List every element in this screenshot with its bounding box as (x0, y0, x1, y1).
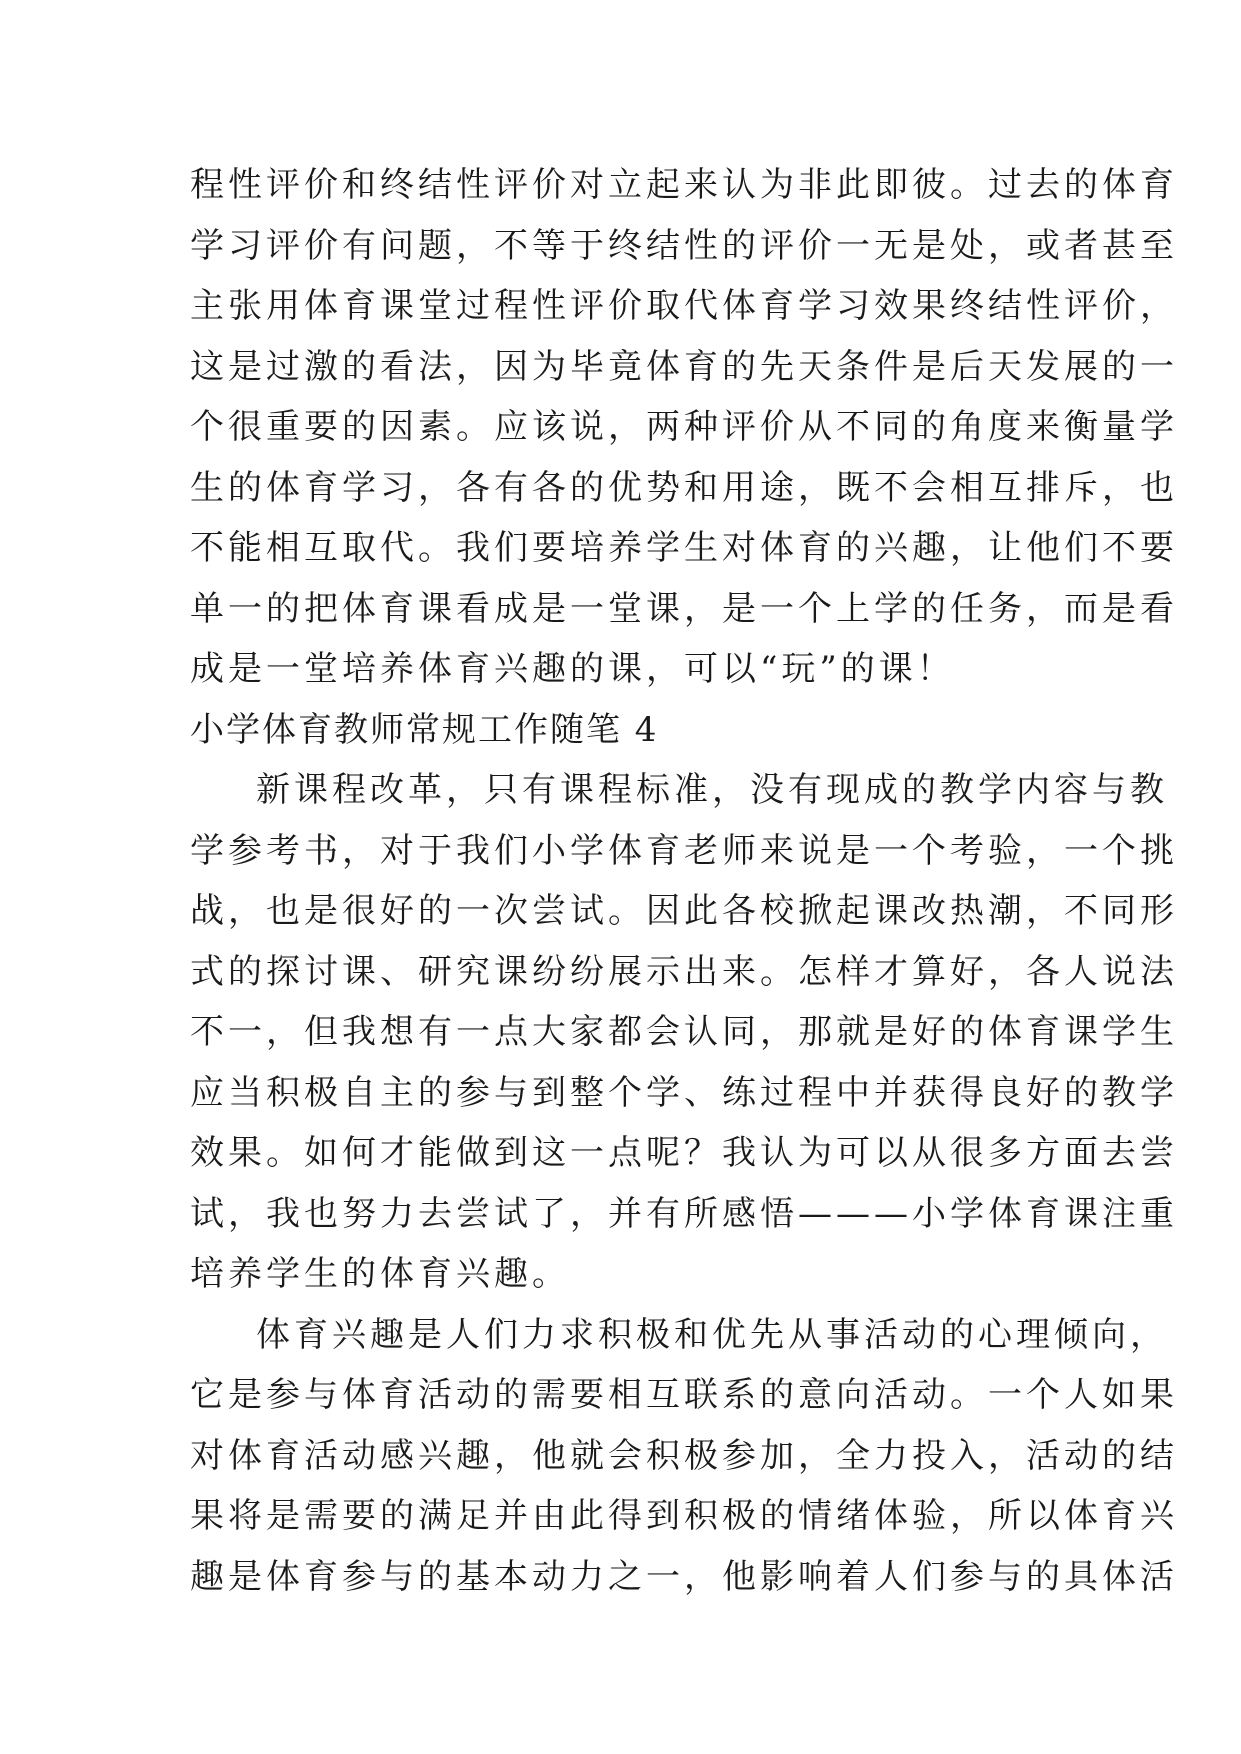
text-line: 个很重要的因素。应该说，两种评价从不同的角度来衡量学 (190, 407, 1178, 447)
text-line: 学习评价有问题，不等于终结性的评价一无是处，或者甚至 (190, 225, 1178, 266)
text-line: 试，我也努力去尝试了，并有所感悟———小学体育课注重 (190, 1193, 1178, 1234)
text-line: 主张用体育课堂过程性评价取代体育学习效果终结性评价， (190, 286, 1178, 326)
text-line: 战，也是很好的一次尝试。因此各校掀起课改热潮，不同形 (190, 891, 1178, 931)
text-line: 学参考书，对于我们小学体育老师来说是一个考验，一个挑 (190, 830, 1178, 871)
text-line: 培养学生的体育兴趣。 (190, 1254, 570, 1294)
text-line: 它是参与体育活动的需要相互联系的意向活动。一个人如果 (190, 1375, 1178, 1415)
text-line: 不能相互取代。我们要培养学生对体育的兴趣，让他们不要 (190, 528, 1178, 568)
text-line: 这是过激的看法，因为毕竟体育的先天条件是后天发展的一 (190, 346, 1178, 387)
text-line: 体育兴趣是人们力求积极和优先从事活动的心理倾向， (256, 1314, 1168, 1355)
text-line: 效果。如何才能做到这一点呢？我认为可以从很多方面去尝 (190, 1133, 1178, 1173)
text-line: 程性评价和终结性评价对立起来认为非此即彼。过去的体育 (190, 165, 1178, 205)
text-line: 式的探讨课、研究课纷纷展示出来。怎样才算好，各人说法 (190, 951, 1178, 992)
text-line: 生的体育学习，各有各的优势和用途，既不会相互排斥，也 (190, 467, 1178, 508)
text-line: 不一，但我想有一点大家都会认同，那就是好的体育课学生 (190, 1012, 1178, 1052)
text-line: 成是一堂培养体育兴趣的课，可以“玩”的课！ (190, 649, 955, 689)
text-line: 单一的把体育课看成是一堂课，是一个上学的任务，而是看 (190, 588, 1178, 629)
text-line: 对体育活动感兴趣，他就会积极参加，全力投入，活动的结 (190, 1435, 1178, 1476)
body-text (190, 155, 1178, 1607)
text-line: 趣是体育参与的基本动力之一，他影响着人们参与的具体活 (190, 1556, 1178, 1597)
section-heading: 小学体育教师常规工作随笔 4 (190, 709, 659, 750)
text-line: 应当积极自主的参与到整个学、练过程中并获得良好的教学 (190, 1072, 1178, 1113)
text-line: 新课程改革，只有课程标准，没有现成的教学内容与教 (256, 770, 1168, 810)
text-line: 果将是需要的满足并由此得到积极的情绪体验，所以体育兴 (190, 1496, 1178, 1536)
